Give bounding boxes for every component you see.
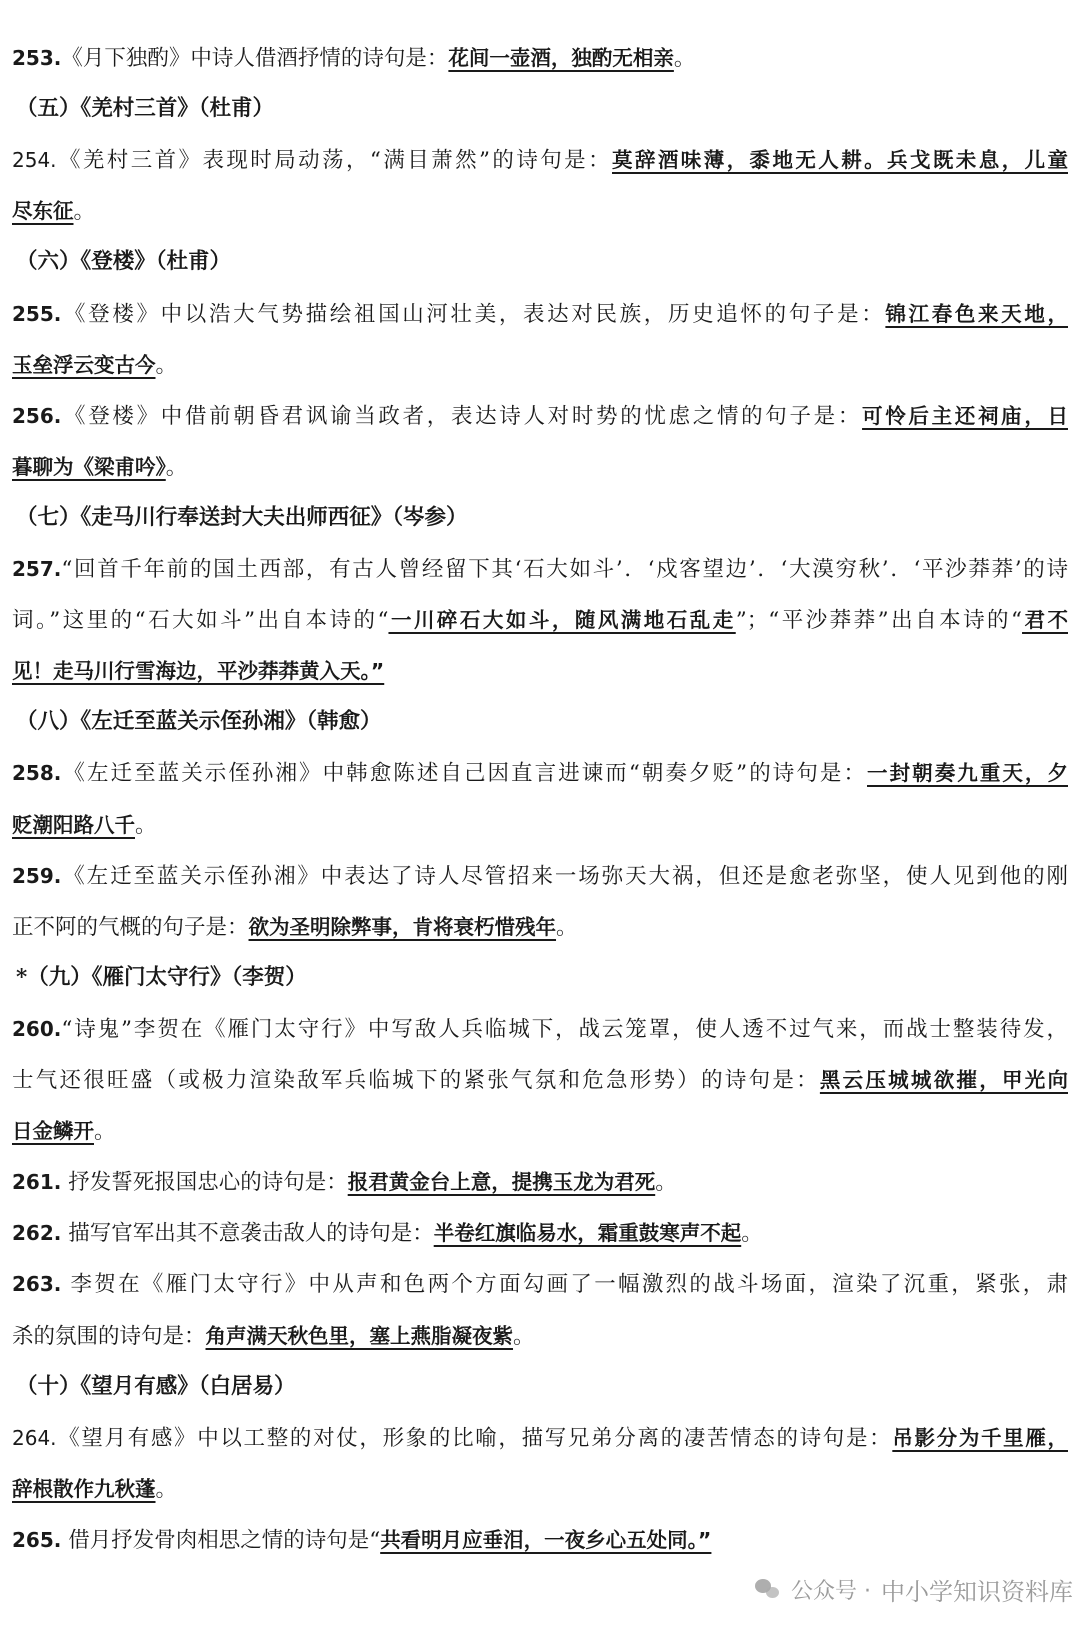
answer-text: 一封朝奏九重天，夕	[867, 761, 1068, 785]
question-line	[12, 38, 1068, 78]
section-heading	[16, 958, 1072, 998]
prompt-text: 正不阿的气概的句子是：	[12, 915, 249, 940]
continuation-line	[12, 805, 1068, 845]
answer-text: 辞根散作九秋蓬	[12, 1477, 156, 1501]
question-line	[12, 140, 1068, 180]
prompt-text: 《月下独酌》中诗人借酒抒情的诗句是：	[61, 46, 449, 71]
answer-text: 花间一壶酒，独酌无相亲	[448, 46, 674, 70]
question-number: 259.	[12, 864, 62, 888]
prompt-text: 词。”这里的“石大如斗”出自本诗的“	[12, 608, 389, 633]
prompt-text: 。	[556, 915, 578, 940]
prompt-text: 。	[673, 46, 696, 71]
question-number: 261.	[12, 1170, 62, 1194]
question-number: 253.	[12, 46, 62, 70]
answer-text: 尽东征	[12, 199, 74, 223]
prompt-text: 。	[513, 1324, 535, 1349]
question-number: 258.	[12, 761, 62, 785]
prompt-text: 士气还很旺盛（或极力渲染敌军兵临城下的紧张气氛和危急形势）的诗句是：	[12, 1068, 820, 1093]
prompt-text: 。	[135, 813, 157, 838]
answer-text: 锦江春色来天地，	[885, 302, 1068, 326]
answer-text: 莫辞酒味薄，黍地无人耕。兵戈既未息，儿童	[612, 148, 1068, 172]
prompt-text: （七）《走马川行奉送封大夫出师西征》（岑参）	[16, 505, 468, 530]
prompt-text: 李贺在《雁门太守行》中从声和色两个方面勾画了一幅激烈的战斗场面，渲染了沉重，紧张，肃	[61, 1272, 1068, 1297]
question-line	[12, 1213, 1068, 1253]
prompt-text: “诗鬼”李贺在《雁门太守行》中写敌人兵临城下，战云笼罩，使人透不过气来，而战士整装待发，	[61, 1017, 1068, 1042]
prompt-text: （八）《左迁至蓝关示侄孙湘》（韩愈）	[16, 709, 382, 734]
question-number: 264.	[12, 1426, 57, 1450]
continuation-line	[12, 1316, 1068, 1356]
prompt-text: 《左迁至蓝关示侄孙湘》中表达了诗人尽管招来一场弥天大祸，但还是愈老弥坚，使人见到他的刚	[61, 864, 1068, 889]
prompt-text: 杀的氛围的诗句是：	[12, 1324, 206, 1349]
prompt-text: 《望月有感》中以工整的对仗，形象的比喻，描写兄弟分离的凄苦情态的诗句是：	[56, 1426, 893, 1451]
answer-text: 欲为圣明除弊事，肯将衰朽惜残年	[248, 915, 557, 939]
prompt-text: 。	[155, 353, 178, 378]
answer-text: 一川碎石大如斗，随风满地石乱走	[388, 608, 736, 632]
question-number: 256.	[12, 404, 62, 428]
continuation-line	[12, 447, 1068, 487]
question-line	[12, 1264, 1068, 1304]
prompt-text: *（九）《雁门太守行》（李贺）	[16, 965, 307, 990]
question-number: 262.	[12, 1221, 62, 1245]
prompt-text: 《羌村三首》表现时局动荡，“满目萧然”的诗句是：	[56, 148, 613, 173]
question-line	[12, 1520, 1068, 1560]
prompt-text: 。	[73, 199, 96, 224]
answer-text: 贬潮阳路八千	[12, 813, 135, 837]
question-line	[12, 1162, 1068, 1202]
continuation-line	[12, 345, 1068, 385]
prompt-text: 。	[94, 1119, 116, 1144]
prompt-text: （六）《登楼》（杜甫）	[16, 249, 232, 274]
prompt-text: 《登楼》中以浩大气势描绘祖国山河壮美，表达对民族，历史追怀的句子是：	[61, 302, 886, 327]
question-line	[12, 396, 1068, 436]
answer-text: 玉垒浮云变古今	[12, 353, 156, 377]
question-line	[12, 856, 1068, 896]
watermark	[755, 1569, 1073, 1609]
question-number: 255.	[12, 302, 62, 326]
question-line	[12, 294, 1068, 334]
prompt-text: （五）《羌村三首》（杜甫）	[16, 96, 275, 121]
answer-text: 君不	[1022, 608, 1068, 632]
prompt-text: 借月抒发骨肉相思之情的诗句是“	[61, 1528, 381, 1553]
answer-text: 黑云压城城欲摧，甲光向	[819, 1068, 1068, 1092]
section-heading	[16, 89, 1072, 129]
question-number: 263.	[12, 1272, 62, 1296]
question-number: 260.	[12, 1017, 62, 1041]
question-line	[12, 1418, 1068, 1458]
watermark-prefix: 公众号 ·	[791, 1578, 871, 1604]
answer-text: 可怜后主还祠庙，日	[862, 404, 1068, 428]
answer-text: 日金鳞开	[12, 1119, 94, 1143]
prompt-text: （十）《望月有感》（白居易）	[16, 1374, 296, 1399]
wechat-icon	[755, 1576, 781, 1602]
answer-text: 半卷红旗临易水，霜重鼓寒声不起	[433, 1221, 742, 1245]
answer-text: 共看明月应垂泪，一夜乡心五处同。”	[380, 1528, 712, 1552]
section-heading	[16, 702, 1072, 742]
answer-text: 见！走马川行雪海边，平沙莽莽黄入天。”	[12, 659, 385, 683]
prompt-text: 《登楼》中借前朝昏君讽谕当政者，表达诗人对时势的忧虑之情的句子是：	[61, 404, 863, 429]
answer-text: 暮聊为《梁甫吟》	[12, 455, 166, 479]
prompt-text: 。	[741, 1221, 763, 1246]
prompt-text: 。	[165, 455, 188, 480]
prompt-text: 描写官军出其不意袭击敌人的诗句是：	[61, 1221, 434, 1246]
answer-text: 角声满天秋色里，塞上燕脂凝夜紫	[205, 1324, 514, 1348]
continuation-line	[12, 907, 1068, 947]
answer-text: 报君黄金台上意，提携玉龙为君死	[347, 1170, 656, 1194]
continuation-line	[12, 1060, 1068, 1100]
section-heading	[16, 1367, 1072, 1407]
question-line	[12, 753, 1068, 793]
section-heading	[16, 242, 1072, 282]
continuation-line	[12, 1469, 1068, 1509]
continuation-line	[12, 600, 1068, 640]
prompt-text: 《左迁至蓝关示侄孙湘》中韩愈陈述自己因直言进谏而“朝奏夕贬”的诗句是：	[61, 761, 868, 786]
watermark-account-name: 中小学知识资料库	[881, 1577, 1073, 1606]
prompt-text: ”；“平沙莽莽”出自本诗的“	[735, 608, 1023, 633]
prompt-text: 。	[155, 1477, 178, 1502]
question-line	[12, 1009, 1068, 1049]
prompt-text: 抒发誓死报国忠心的诗句是：	[61, 1170, 348, 1195]
continuation-line	[12, 1111, 1068, 1151]
question-number: 265.	[12, 1528, 62, 1552]
answer-text: 吊影分为千里雁，	[892, 1426, 1068, 1450]
continuation-line	[12, 191, 1068, 231]
question-number: 254.	[12, 148, 57, 172]
section-heading	[16, 498, 1072, 538]
question-line	[12, 549, 1068, 589]
prompt-text: “回首千年前的国土西部，有古人曾经留下其‘石大如斗’．‘戍客望边’．‘大漠穷秋’．‘平沙莽莽’的诗	[61, 557, 1068, 582]
continuation-line	[12, 651, 1068, 691]
prompt-text: 。	[655, 1170, 677, 1195]
question-number: 257.	[12, 557, 62, 581]
